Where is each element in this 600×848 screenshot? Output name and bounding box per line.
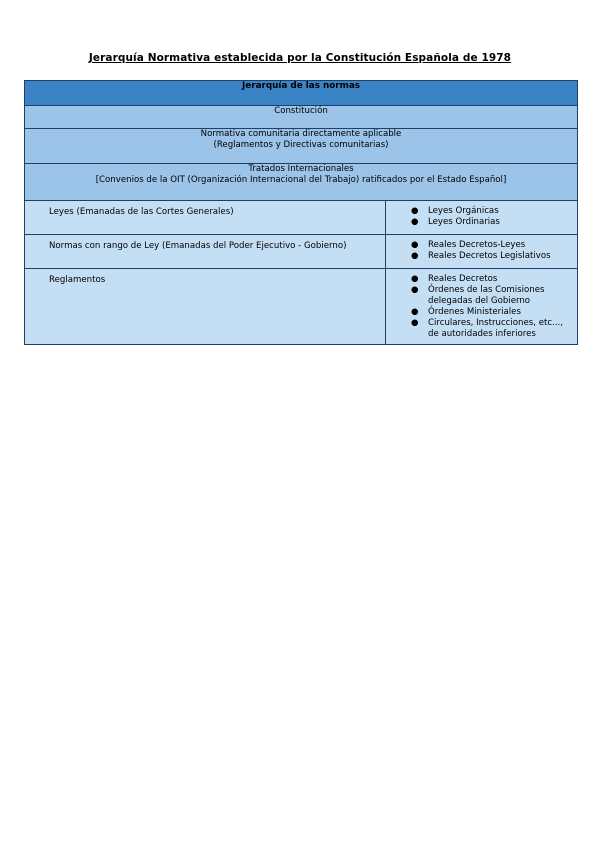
list-item: ● Leyes Orgánicas [411, 206, 499, 216]
row-items [386, 201, 578, 235]
row-normativa-comunitaria [25, 129, 578, 164]
row-constitucion [25, 106, 578, 129]
bullet-icon: ● [411, 217, 419, 227]
list-item: ● Leyes Ordinarias [411, 217, 500, 227]
row-items [386, 269, 578, 345]
bullet-list [396, 274, 573, 340]
list-item: ● Órdenes de las Comisiones delegadas del Gobierno [411, 285, 545, 306]
bullet-icon: ● [411, 285, 419, 295]
bullet-icon: ● [411, 206, 419, 216]
row-items [386, 235, 578, 269]
bullet-list [396, 206, 573, 228]
list-item: ● Reales Decretos-Leyes [411, 240, 526, 250]
bullet-icon: ● [411, 240, 419, 250]
normativa-cell [25, 129, 578, 164]
document-title: Jerarquía Normativa establecida por la Constitución Española de 1978 [88, 52, 512, 64]
constitucion-cell: Constitución [25, 106, 578, 129]
normativa-line2: (Reglamentos y Directivas comunitarias) [213, 140, 389, 150]
tratados-line1: Tratados Internacionales [248, 164, 354, 174]
bullet-icon: ● [411, 251, 419, 261]
table-header: Jerarquía de las normas [25, 81, 578, 106]
list-item: ● Circulares, Instrucciones, etc..., de autoridades inferiores [411, 318, 564, 339]
bullet-icon: ● [411, 307, 419, 317]
normativa-line1: Normativa comunitaria directamente aplicable [200, 129, 402, 139]
tratados-line2: [Convenios de la OIT (Organización Internacional del Trabajo) ratificados por el Estado Español] [95, 175, 507, 185]
table-header-row [25, 81, 578, 106]
list-item: ● Órdenes Ministeriales [411, 307, 521, 317]
bullet-list [396, 240, 573, 262]
row-normas-rango-ley [25, 235, 578, 269]
row-label: Reglamentos [25, 269, 386, 345]
hierarchy-table [24, 80, 578, 345]
row-label: Leyes (Emanadas de las Cortes Generales) [25, 201, 386, 235]
bullet-icon: ● [411, 274, 419, 284]
row-tratados [25, 164, 578, 201]
row-leyes [25, 201, 578, 235]
bullet-icon: ● [411, 318, 419, 328]
row-reglamentos [25, 269, 578, 345]
list-item: ● Reales Decretos [411, 274, 498, 284]
list-item: ● Reales Decretos Legislativos [411, 251, 551, 261]
row-label: Normas con rango de Ley (Emanadas del Poder Ejecutivo - Gobierno) [25, 235, 386, 269]
tratados-cell [25, 164, 578, 201]
